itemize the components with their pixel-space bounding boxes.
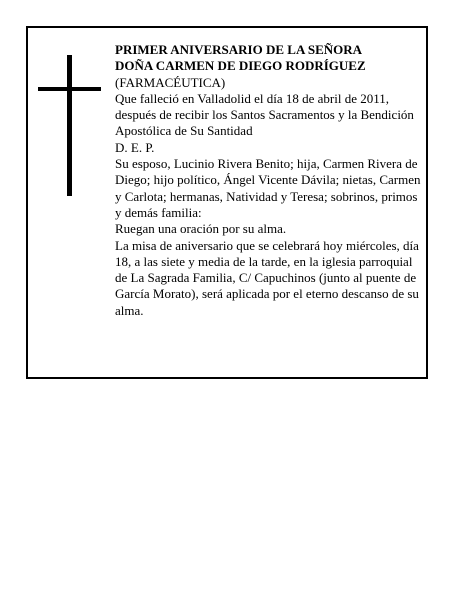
death-information: Que falleció en Valladolid el día 18 de abril de 2011, después de recibir los Santos Sacramentos y la Bendición Apostólica de Su Santidad	[115, 90, 414, 139]
notice-title-line2: DOÑA CARMEN DE DIEGO RODRÍGUEZ	[115, 58, 366, 74]
notice-text	[115, 42, 425, 319]
family-members: Su esposo, Lucinio Rivera Benito; hija, Carmen Rivera de Diego; hijo político, Ángel Vicente Dávila; nietas, Carmen y Carlota; hermanas, Natividad y Teresa; sobrinos, primos y demás familia:	[115, 156, 421, 220]
obituary-notice	[26, 26, 428, 379]
deceased-profession: (FARMACÉUTICA)	[115, 74, 226, 90]
notice-title-line1: PRIMER ANIVERSARIO DE LA SEÑORA	[115, 42, 363, 57]
rip-abbreviation: D. E. P.	[115, 139, 155, 155]
cross-horizontal-bar	[38, 87, 101, 91]
mass-information: La misa de aniversario que se celebrará hoy miércoles, día 18, a las siete y media de la tarde, en la iglesia parroquial de La Sagrada Familia, C/ Capuchinos (junto al puente de García Morato), será aplicada por el eterno descanso de su alma.	[115, 237, 419, 318]
prayer-request: Ruegan una oración por su alma.	[115, 221, 287, 237]
cross-vertical-bar	[67, 55, 72, 196]
